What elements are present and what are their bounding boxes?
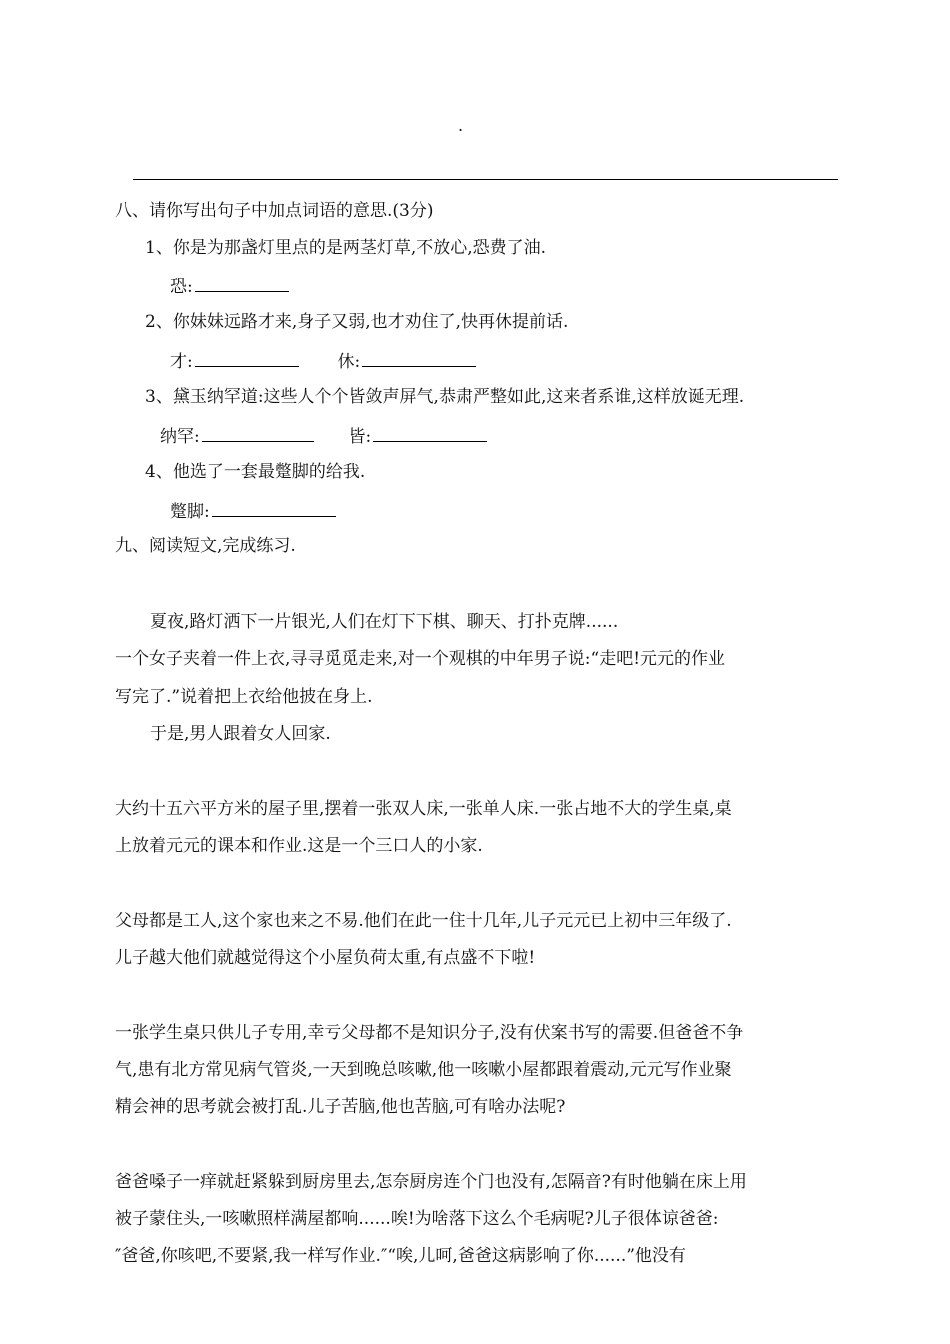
- answer-blank-xiu[interactable]: [362, 348, 476, 367]
- passage-line: 精会神的思考就会被打乱.儿子苦脑,他也苦脑,可有啥办法呢?: [115, 1097, 566, 1117]
- question-3-sentence: 3、黛玉纳罕道:这些人个个皆敛声屏气,恭肃严整如此,这来者系谁,这样放诞无理.: [145, 387, 745, 407]
- answer-blank-jie[interactable]: [373, 423, 487, 442]
- section9-title: 九、阅读短文,完成练习.: [115, 536, 296, 556]
- question-4-answer-row: [170, 498, 336, 523]
- passage-line: 儿子越大他们就越觉得这个小屋负荷太重,有点盛不下啦!: [115, 948, 536, 968]
- answer-blank-kong[interactable]: [195, 273, 289, 292]
- blank-label: 皆:: [348, 427, 372, 447]
- question-2-answer-row: [170, 348, 476, 373]
- passage-line: 于是,男人跟着女人回家.: [150, 724, 331, 744]
- blank-label: 才:: [170, 352, 193, 372]
- passage-line: 写完了.”说着把上衣给他披在身上.: [115, 687, 373, 707]
- question-3-answer-row: [160, 423, 487, 448]
- blank-label: 恐:: [170, 277, 193, 297]
- passage-line: 父母都是工人,这个家也来之不易.他们在此一住十几年,儿子元元已上初中三年级了.: [115, 911, 732, 931]
- header-dot: .: [458, 116, 464, 135]
- question-2-sentence: 2、你妹妹远路才来,身子又弱,也才劝住了,快再休提前话.: [145, 312, 569, 332]
- answer-blank-cai[interactable]: [195, 348, 299, 367]
- passage-line: 一张学生桌只供儿子专用,幸亏父母都不是知识分子,没有伏案书写的需要.但爸爸不争: [115, 1023, 744, 1043]
- passage-line: 爸爸嗓子一痒就赶紧躲到厨房里去,怎奈厨房连个门也没有,怎隔音?有时他躺在床上用: [115, 1172, 747, 1192]
- passage-line: ″爸爸,你咳吧,不要紧,我一样写作业.″“唉,儿呵,爸爸这病影响了你......”他没有: [115, 1246, 686, 1266]
- passage-line: 一个女子夹着一件上衣,寻寻觅觅走来,对一个观棋的中年男子说:“走吧!元元的作业: [115, 649, 726, 669]
- question-1-sentence: 1、你是为那盏灯里点的是两茎灯草,不放心,恐费了油.: [145, 238, 547, 258]
- question-1-answer-row: [170, 273, 289, 298]
- passage-line: 上放着元元的课本和作业.这是一个三口人的小家.: [115, 836, 483, 856]
- header-rule: [133, 179, 838, 180]
- blank-label: 休:: [337, 352, 361, 372]
- passage-line: 气,患有北方常见病气管炎,一天到晚总咳嗽,他一咳嗽小屋都跟着震动,元元写作业聚: [115, 1060, 732, 1080]
- blank-label: 纳罕:: [160, 427, 200, 447]
- passage-line: 被子蒙住头,一咳嗽照样满屋都响......唉!为啥落下这么个毛病呢?儿子很体谅爸爸:: [115, 1209, 719, 1229]
- answer-blank-biejiao[interactable]: [212, 498, 336, 517]
- answer-blank-nahan[interactable]: [202, 423, 314, 442]
- passage-line: 大约十五六平方米的屋子里,摆着一张双人床,一张单人床.一张占地不大的学生桌,桌: [115, 799, 732, 819]
- passage-line: 夏夜,路灯洒下一片银光,人们在灯下下棋、聊天、打扑克牌......: [150, 612, 619, 632]
- section8-title: 八、请你写出句子中加点词语的意思.(3分): [115, 201, 434, 221]
- blank-label: 蹩脚:: [170, 502, 210, 522]
- question-4-sentence: 4、他选了一套最蹩脚的给我.: [145, 462, 366, 482]
